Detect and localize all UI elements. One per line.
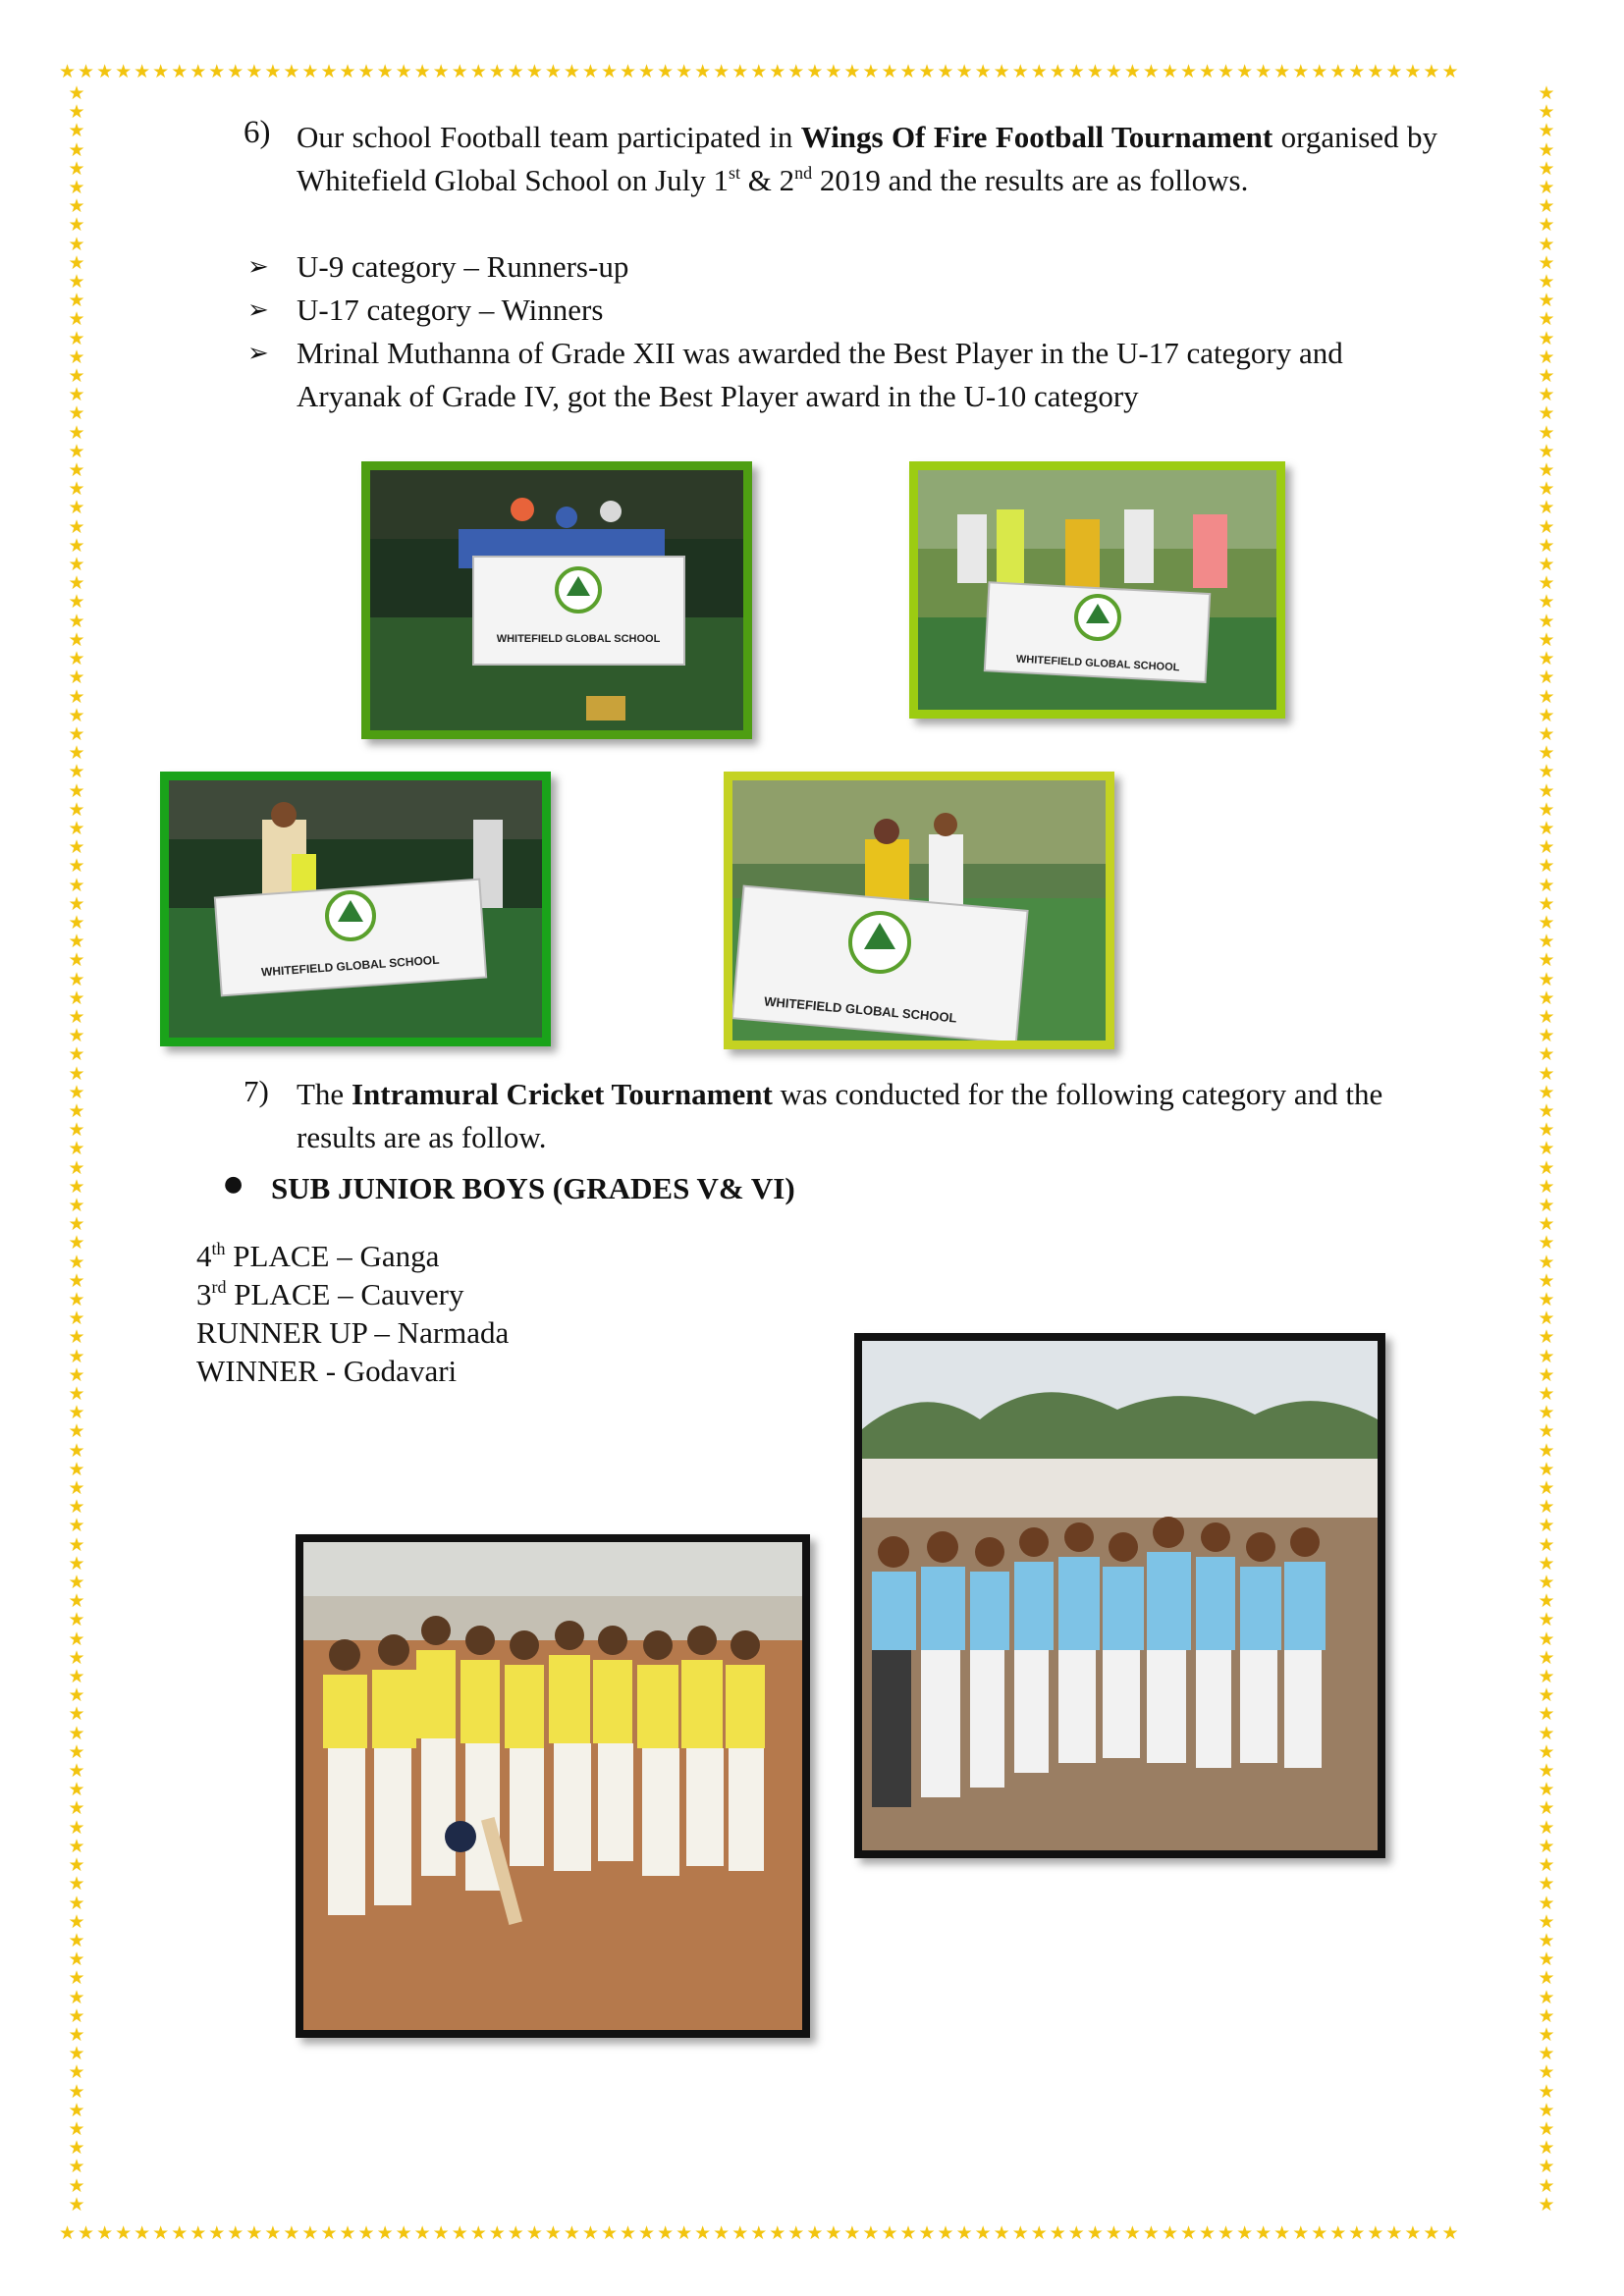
football-tournament-name: Wings Of Fire Football Tournament — [800, 120, 1273, 154]
placing-item: 3rd PLACE – Cauvery — [196, 1277, 464, 1311]
banner-text: WHITEFIELD GLOBAL SCHOOL — [1015, 653, 1180, 674]
section6-paragraph: Our school Football team participated in Wings Of Fire Football Tournament organised by Whitefield Global School on July 1st & 2nd 2019 and the results are as follows. — [297, 120, 1437, 197]
football-photo-award-1 — [160, 772, 551, 1046]
banner-text: WHITEFIELD GLOBAL SCHOOL — [763, 993, 958, 1026]
result-item: U-9 category – Runners-up — [297, 249, 629, 284]
star-border-right: ★ ★ ★ ★ ★ ★ ★ ★ ★ ★ ★ ★ ★ ★ ★ ★ ★ ★ ★ ★ ★ ★ ★ ★ ★ ★ ★ ★ ★ ★ ★ ★ ★ ★ ★ ★ ★ ★ ★ ★ ★ ★ ★ ★ ★ ★ ★ ★ ★ ★ ★ ★ ★ ★ ★ ★ ★ ★ ★ ★ ★ ★ ★ ★ ★ ★ ★ ★ ★ ★ ★ ★ ★ ★ ★ ★ ★ ★ ★ ★ ★ ★ ★ ★ ★ ★ ★ ★ ★ ★ ★ ★ ★ ★ ★ ★ ★ ★ ★ ★ ★ ★ ★ ★ ★ ★ ★ ★ ★ ★ ★ ★ ★ — [1538, 84, 1555, 2216]
cricket-photo-blue-team — [854, 1333, 1385, 1858]
star-border-left: ★ ★ ★ ★ ★ ★ ★ ★ ★ ★ ★ ★ ★ ★ ★ ★ ★ ★ ★ ★ ★ ★ ★ ★ ★ ★ ★ ★ ★ ★ ★ ★ ★ ★ ★ ★ ★ ★ ★ ★ ★ ★ ★ ★ ★ ★ ★ ★ ★ ★ ★ ★ ★ ★ ★ ★ ★ ★ ★ ★ ★ ★ ★ ★ ★ ★ ★ ★ ★ ★ ★ ★ ★ ★ ★ ★ ★ ★ ★ ★ ★ ★ ★ ★ ★ ★ ★ ★ ★ ★ ★ ★ ★ ★ ★ ★ ★ ★ ★ ★ ★ ★ ★ ★ ★ ★ ★ ★ ★ ★ ★ ★ ★ — [68, 84, 85, 2216]
section7-number: 7) — [244, 1074, 269, 1108]
placing-item: WINNER - Godavari — [196, 1354, 458, 1388]
result-item: U-17 category – Winners — [297, 293, 604, 327]
football-photo-award-2 — [724, 772, 1114, 1049]
cricket-photo-yellow-team — [296, 1534, 810, 2038]
star-border-bottom: ★★★★★★★★★★★★★★★★★★★★★★★★★★★★★★★★★★★★★★★★★★★★★★★★★★★★★★★★★★★★★★★★★★★★★★★★★★★ — [59, 2224, 1461, 2243]
category-heading: SUB JUNIOR BOYS (GRADES V& VI) — [271, 1171, 795, 1205]
arrow-bullet-icon: ➢ — [247, 339, 269, 368]
arrow-bullet-icon: ➢ — [247, 295, 269, 325]
round-bullet-icon: ● — [224, 1172, 244, 1197]
football-photo-u9-team — [361, 461, 752, 739]
cricket-tournament-name: Intramural Cricket Tournament — [351, 1077, 773, 1111]
banner-text: WHITEFIELD GLOBAL SCHOOL — [496, 633, 661, 645]
placing-item: 4th PLACE – Ganga — [196, 1239, 440, 1273]
section6-number: 6) — [244, 115, 271, 150]
result-item: Mrinal Muthanna of Grade XII was awarded the Best Player in the U-17 category and Aryanak of Grade IV, got the Best Player award in the U-10 category — [297, 336, 1343, 413]
banner-text: WHITEFIELD GLOBAL SCHOOL — [260, 952, 440, 980]
section7-paragraph: The Intramural Cricket Tournament was conducted for the following category and the results are as follow. — [297, 1077, 1383, 1154]
football-photo-u17-team — [909, 461, 1285, 719]
arrow-bullet-icon: ➢ — [247, 252, 269, 282]
star-border-top: ★★★★★★★★★★★★★★★★★★★★★★★★★★★★★★★★★★★★★★★★★★★★★★★★★★★★★★★★★★★★★★★★★★★★★★★★★★★ — [59, 63, 1461, 81]
placing-item: RUNNER UP – Narmada — [196, 1315, 510, 1350]
